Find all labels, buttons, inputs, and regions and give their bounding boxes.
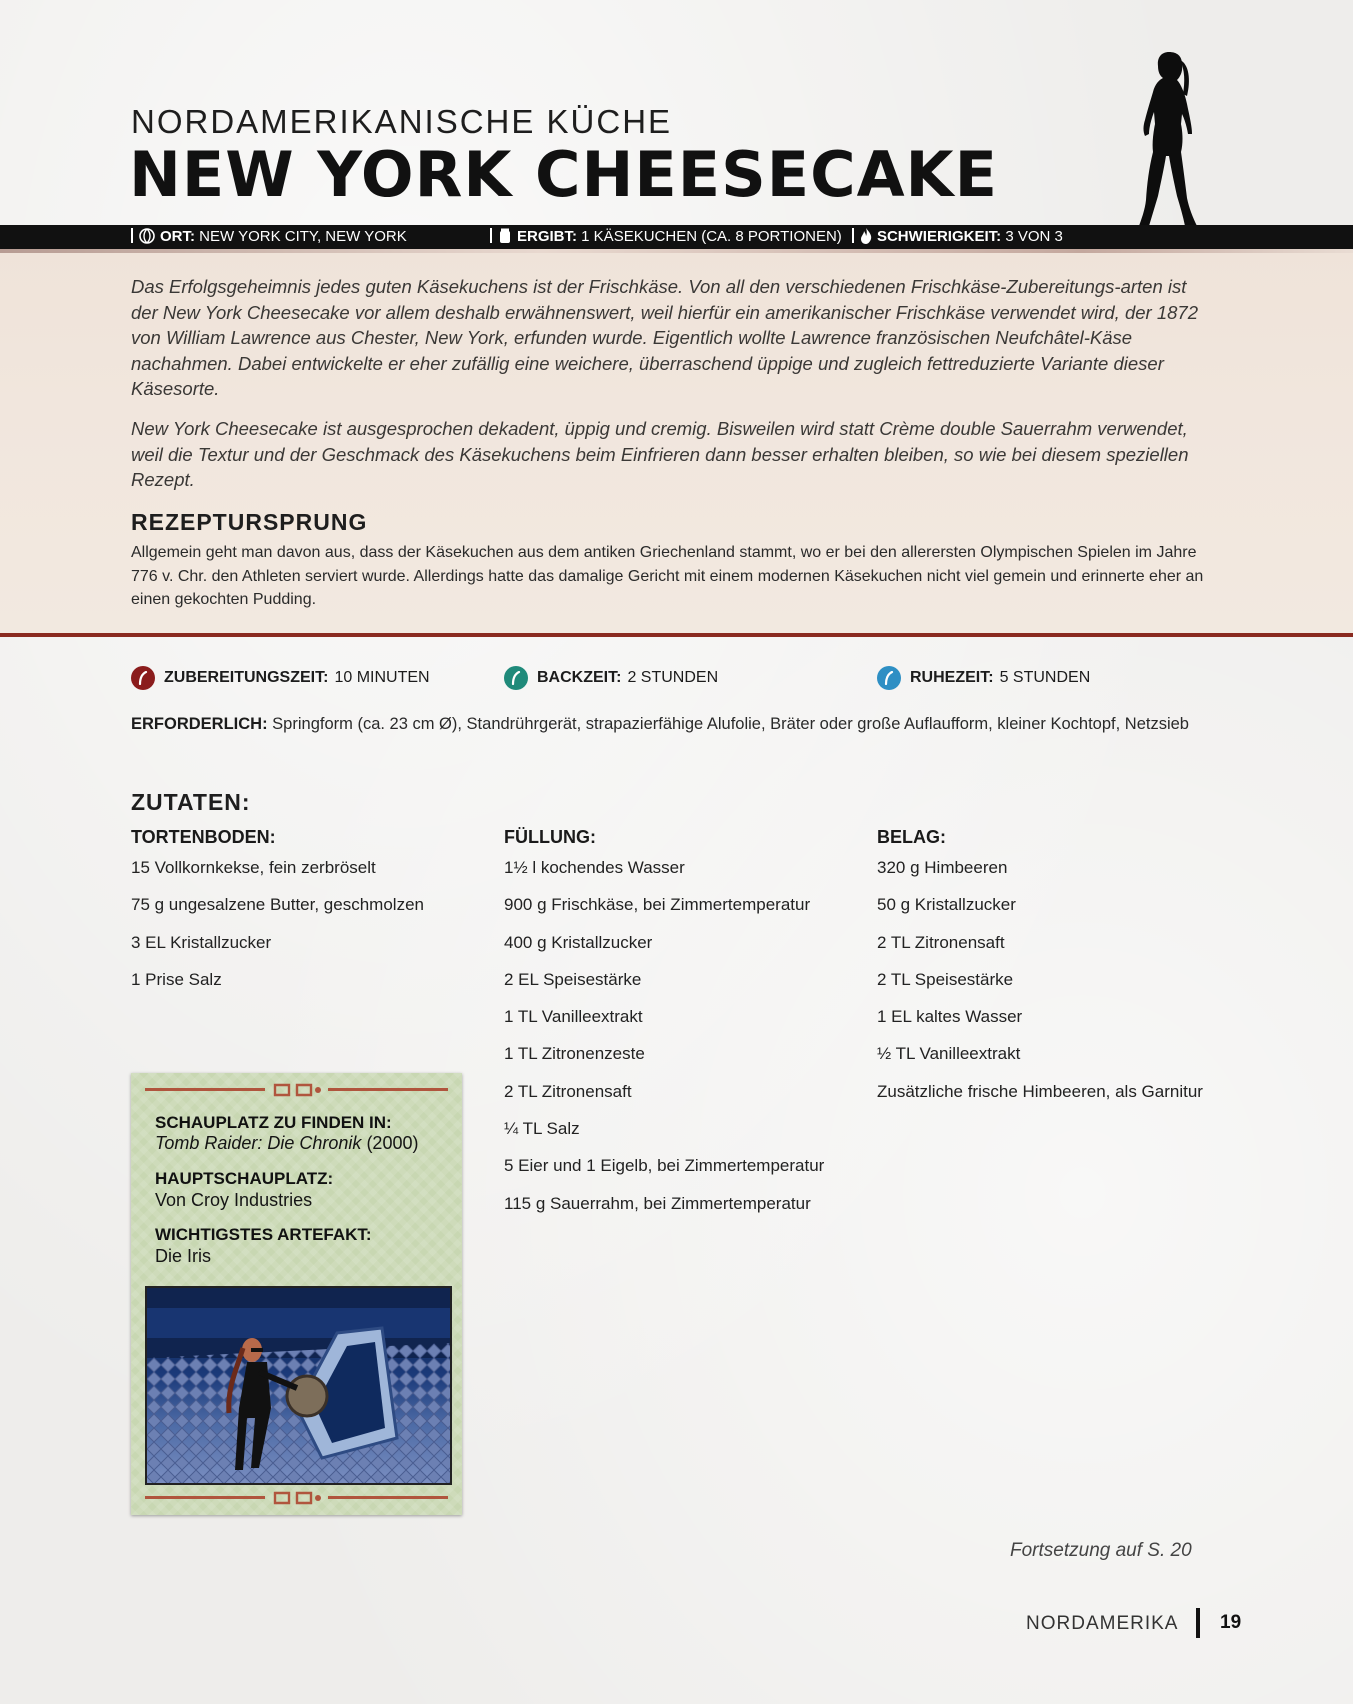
origin-text: Allgemein geht man davon aus, dass der Käsekuchen aus dem antiken Griechenland stammt, wo er bei den allerersten Olympischen Spielen im Jahre 776 v. Chr. den Athleten serviert wurde. Allerdings hatte das damalige Gericht mit einem modernen Käsekuchen nicht viel gemein und erinnerte eher an einen gekochten Pudding. bbox=[131, 544, 1204, 608]
list-item: 75 g ungesalzene Butter, geschmolzen bbox=[131, 895, 424, 915]
list-item: 115 g Sauerrahm, bei Zimmertemperatur bbox=[504, 1193, 811, 1213]
footer-section-name: NORDAMERIKA bbox=[1026, 1613, 1179, 1634]
rest-time-icon bbox=[877, 666, 901, 690]
crust-ingredient-list bbox=[131, 858, 424, 1007]
main-location-label: HAUPTSCHAUPLATZ: bbox=[155, 1169, 334, 1188]
card-top-ornament bbox=[145, 1083, 448, 1097]
intro-paragraph-1: Das Erfolgsgeheimnis jedes guten Käsekuchens ist der Frischkäse. Von all den verschiedenen Frischkäse-Zubereitungs-arten ist der New York Cheesecake vor allem deshalb erwähnenswert, weil hierfür ein amerikanischer Frischkäse verwendet wird, der 1872 von William Lawrence aus Chester, New York, erfunden wurde. Eigentlich wollte Lawrence französischen Neufchâtel-Käse nachahmen. Dabei entwickelte er eher zufällig eine weichere, überraschend üppige und zugleich fettreduzierte Variante dieser Käsesorte. bbox=[131, 276, 1198, 399]
crust-heading: TORTENBODEN: bbox=[131, 827, 276, 847]
rest-time: RUHEZEIT: 5 STUNDEN bbox=[877, 666, 1090, 690]
globe-icon bbox=[139, 228, 155, 244]
list-item: 1½ l kochendes Wasser bbox=[504, 858, 685, 877]
flame-icon bbox=[860, 228, 872, 244]
origin-heading: REZEPTURSPRUNG bbox=[131, 509, 368, 535]
location-info: ORT: NEW YORK CITY, NEW YORK bbox=[131, 228, 407, 245]
location-label: SCHAUPLATZ ZU FINDEN IN: bbox=[155, 1113, 392, 1132]
list-item: 1 TL Vanilleextrakt bbox=[504, 1007, 643, 1027]
topping-ingredient-list bbox=[877, 858, 1203, 1119]
artifact-value: Die Iris bbox=[155, 1246, 212, 1266]
topping-heading: BELAG: bbox=[877, 827, 946, 847]
list-item: 400 g Kristallzucker bbox=[504, 932, 653, 952]
artifact-label: WICHTIGSTES ARTEFAKT: bbox=[155, 1225, 372, 1244]
filling-heading: FÜLLUNG: bbox=[504, 827, 596, 847]
intro-panel-top-edge bbox=[0, 249, 1353, 253]
list-item: Zusätzliche frische Himbeeren, als Garnitur bbox=[877, 1081, 1203, 1101]
cuisine-subtitle: NORDAMERIKANISCHE KÜCHE bbox=[131, 103, 673, 140]
list-item: 15 Vollkornkekse, fein zerbröselt bbox=[131, 858, 376, 877]
list-item: 5 Eier und 1 Eigelb, bei Zimmertemperatur bbox=[504, 1156, 825, 1176]
footer-divider bbox=[1196, 1608, 1200, 1638]
continuation-note: Fortsetzung auf S. 20 bbox=[1010, 1540, 1192, 1561]
list-item: 2 TL Zitronensaft bbox=[504, 1081, 632, 1101]
list-item: 1 EL kaltes Wasser bbox=[877, 1007, 1023, 1027]
intro-paragraph-2: New York Cheesecake ist ausgesprochen dekadent, üppig und cremig. Bisweilen wird statt Crème double Sauerrahm verwendet, weil die Textur und der Geschmack des Käsekuchens beim Einfrieren dann besser erhalten bleiben, so wie bei diesem speziellen Rezept. bbox=[131, 418, 1189, 490]
lara-silhouette-icon bbox=[1125, 50, 1205, 228]
location-value: Tomb Raider: Die Chronik (2000) bbox=[155, 1133, 419, 1153]
info-bar bbox=[0, 225, 1353, 249]
location-card bbox=[131, 1073, 462, 1515]
list-item: 3 EL Kristallzucker bbox=[131, 932, 272, 952]
filling-ingredient-list bbox=[504, 858, 824, 1231]
yield-info: ERGIBT: 1 KÄSEKUCHEN (CA. 8 PORTIONEN) SCHWIERIGKEIT: 3 VON 3 bbox=[490, 228, 1063, 245]
list-item: 2 EL Speisestärke bbox=[504, 969, 642, 989]
list-item: 50 g Kristallzucker bbox=[877, 895, 1016, 915]
list-item: 1 TL Zitronenzeste bbox=[504, 1044, 645, 1064]
prep-time-icon bbox=[131, 666, 155, 690]
game-screenshot bbox=[145, 1286, 452, 1485]
game-scene-illustration bbox=[147, 1288, 450, 1483]
list-item: 2 TL Speisestärke bbox=[877, 969, 1014, 989]
list-item: 2 TL Zitronensaft bbox=[877, 932, 1005, 952]
intro-panel-bottom-edge bbox=[0, 633, 1353, 637]
ingredients-heading: ZUTATEN: bbox=[131, 789, 251, 815]
jar-icon bbox=[498, 228, 512, 244]
bake-time: BACKZEIT: 2 STUNDEN bbox=[504, 666, 718, 690]
list-item: ½ TL Vanilleextrakt bbox=[877, 1044, 1021, 1064]
list-item: 900 g Frischkäse, bei Zimmertemperatur bbox=[504, 895, 811, 915]
recipe-title: NEW YORK CHEESECAKE bbox=[129, 138, 998, 211]
prep-time: ZUBEREITUNGSZEIT: 10 MINUTEN bbox=[131, 666, 430, 690]
page-number: 19 bbox=[1220, 1612, 1242, 1633]
list-item: 320 g Himbeeren bbox=[877, 858, 1008, 877]
card-bottom-ornament bbox=[145, 1491, 448, 1505]
bake-time-icon bbox=[504, 666, 528, 690]
list-item: 1 Prise Salz bbox=[131, 969, 222, 989]
required-equipment: ERFORDERLICH: Springform (ca. 23 cm Ø), Standrührgerät, strapazierfähige Alufolie, Bräter oder große Auflaufform, kleiner Kochtopf, Netzsieb bbox=[131, 715, 1189, 733]
list-item: ¼ TL Salz bbox=[504, 1119, 580, 1139]
main-location-value: Von Croy Industries bbox=[155, 1190, 313, 1210]
